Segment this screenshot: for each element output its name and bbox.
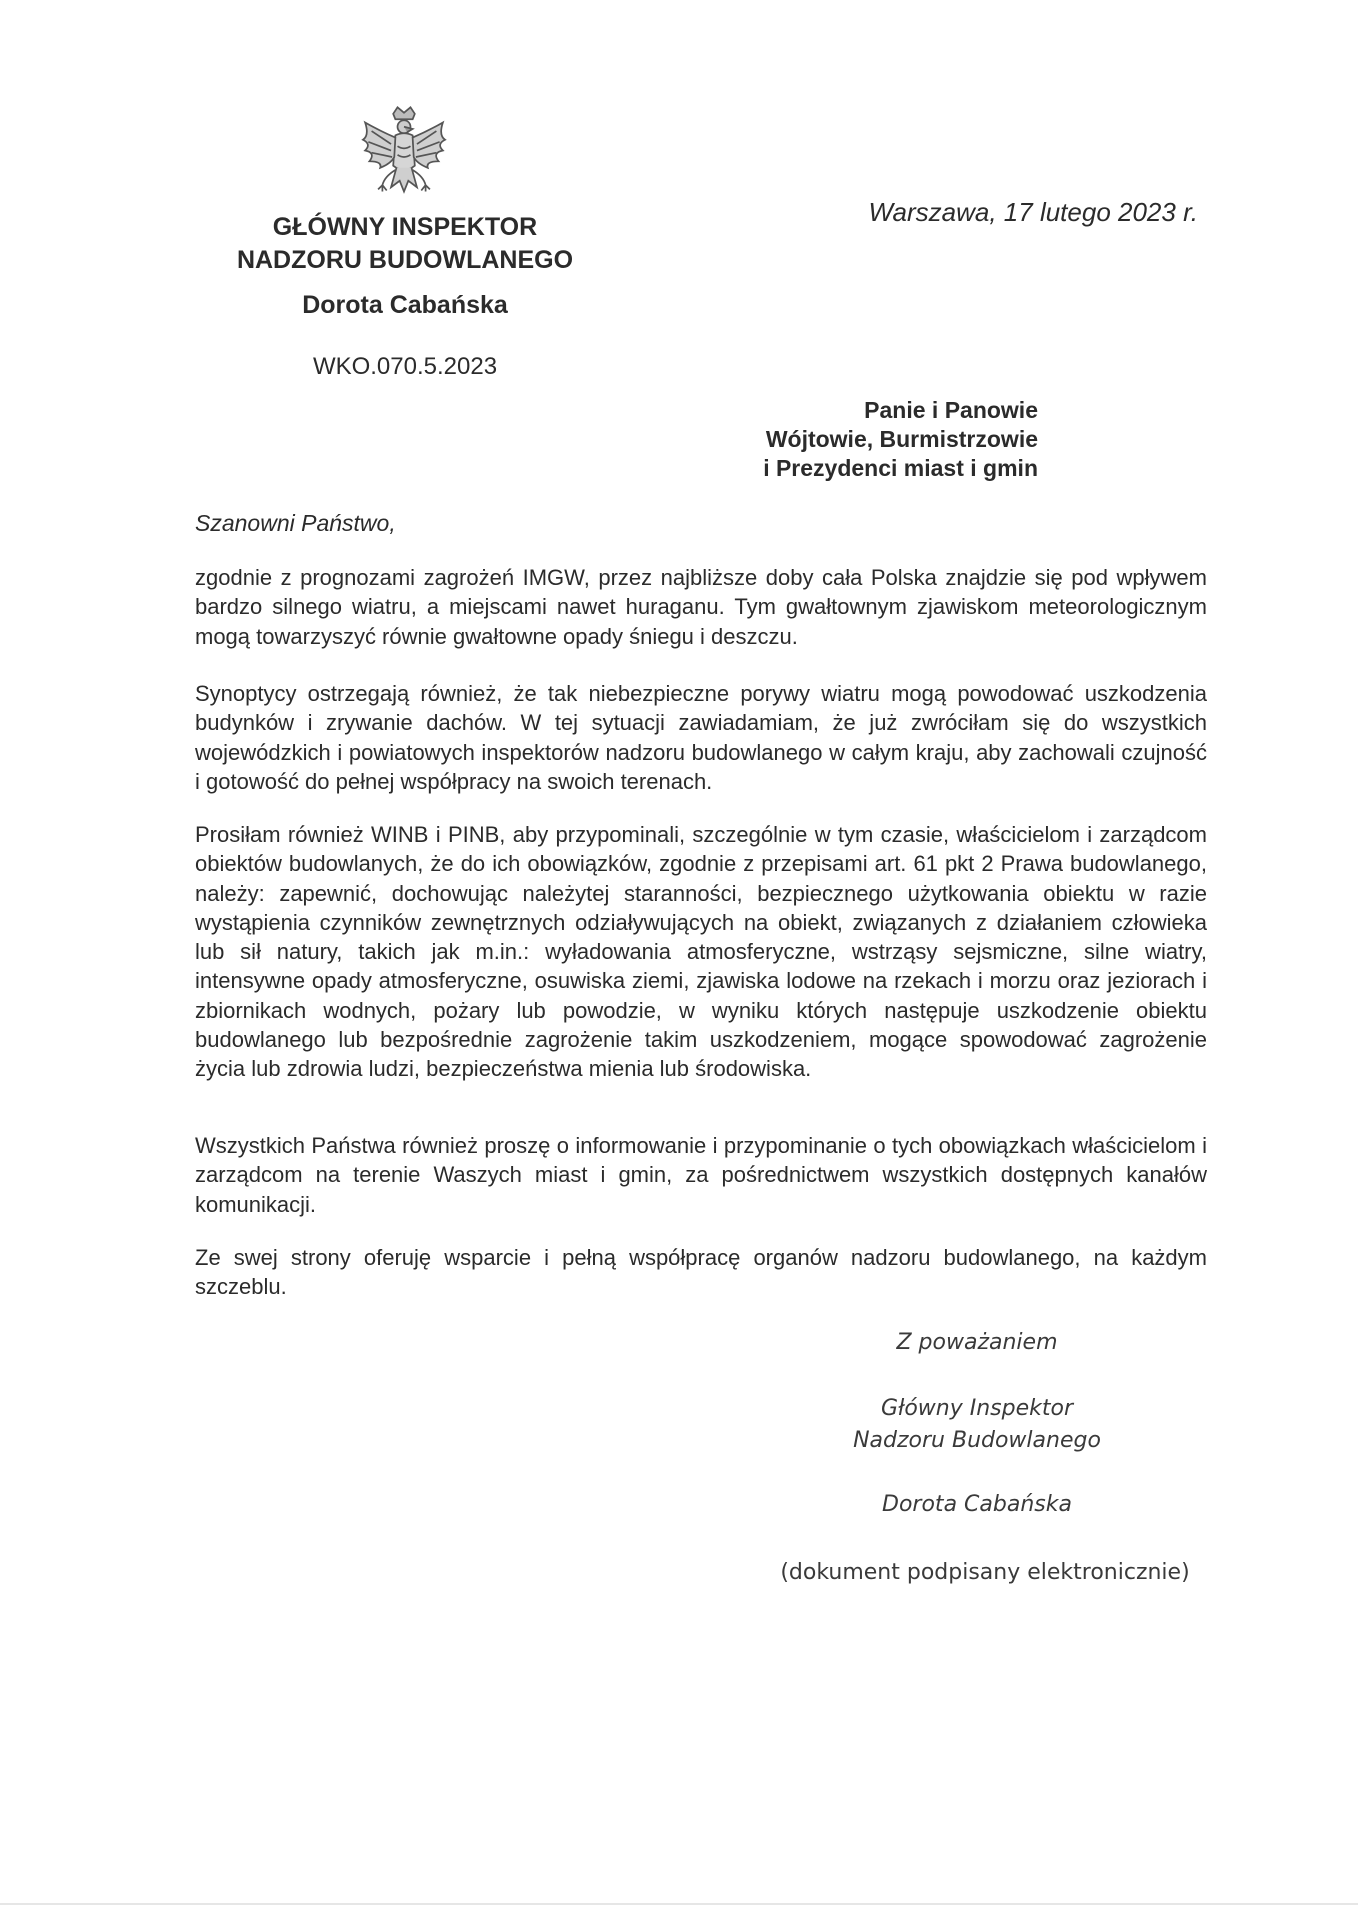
- addressee-line2: Wójtowie, Burmistrzowie: [765, 426, 1038, 452]
- signature-title-line2: Nadzoru Budowlanego: [853, 1428, 1101, 1453]
- body-paragraph: Wszystkich Państwa również proszę o informowanie i przypominanie o tych obowiązkach właścicielom i zarządcom na terenie Waszych miast i gmin, za pośrednictwem wszystkich dostępnych kanałów komunikacji.: [195, 1133, 1207, 1217]
- office-title-line1: GŁÓWNY INSPEKTOR: [272, 213, 538, 241]
- signature-name: Dorota Cabańska: [882, 1492, 1072, 1517]
- inspector-name: Dorota Cabańska: [302, 291, 508, 319]
- body-paragraph: Ze swej strony oferuję wsparcie i pełną współpracę organów nadzoru budowlanego, na każdym szczeblu.: [195, 1245, 1207, 1300]
- body-paragraph: Synoptycy ostrzegają również, że tak niebezpieczne porywy wiatru mogą powodować uszkodzenia budynków i zrywanie dachów. W tej sytuacji zawiadamiam, że już zwróciłam się do wszystkich wojewódzkich i powiatowych inspektorów nadzoru budowlanego w całym kraju, aby zachowali czujność i gotowość do pełnej współpracy na swoich terenach.: [195, 681, 1207, 794]
- date-line: Warszawa, 17 lutego 2023 r.: [868, 197, 1198, 227]
- electronic-signature-note: (dokument podpisany elektronicznie): [780, 1560, 1190, 1585]
- body-paragraph: zgodnie z prognozami zagrożeń IMGW, przez najbliższe doby cała Polska znajdzie się pod wpływem bardzo silnego wiatru, a miejscami nawet huraganu. Tym gwałtownym zjawiskom meteorologicznym mogą towarzyszyć równie gwałtowne opady śniegu i deszczu.: [195, 565, 1207, 649]
- body-paragraph: Prosiłam również WINB i PINB, aby przypominali, szczególnie w tym czasie, właścicielom i zarządcom obiektów budowlanych, że do ich obowiązków, zgodnie z przepisami art. 61 pkt 2 Prawa budowlanego, należy: zapewnić, dochowując należytej staranności, bezpiecznego użytkowania obiektu w razie wystąpienia czynników zewnętrznych odziaływujących na obiekt, związanych z działaniem człowieka lub sił natury, takich jak m.in.: wyładowania atmosferyczne, wstrząsy sejsmiczne, silne wiatry, intensywne opady atmosferyczne, osuwiska ziemi, zjawiska lodowe na rzekach i morzu oraz jeziorach i zbiornikach wodnych, pożary lub powodzie, w wyniku których następuje uszkodzenie obiektu budowlanego lub bezpośrednie zagrożenie takim uszkodzeniem, mogące spowodować zagrożenie życia lub zdrowia ludzi, bezpieczeństwa mienia lub środowiska.: [195, 822, 1207, 1082]
- addressee-line1: Panie i Panowie: [864, 397, 1038, 423]
- reference-number: WKO.070.5.2023: [312, 353, 498, 380]
- office-title-line2: NADZORU BUDOWLANEGO: [236, 246, 574, 274]
- signature-title-line1: Główny Inspektor: [880, 1396, 1074, 1421]
- closing-greeting: Z poważaniem: [896, 1330, 1058, 1355]
- scan-edge-line: [0, 1903, 1358, 1905]
- addressee-line3: i Prezydenci miast i gmin: [763, 455, 1038, 481]
- salutation: Szanowni Państwo,: [195, 510, 396, 536]
- polish-eagle-emblem-icon: [350, 103, 458, 211]
